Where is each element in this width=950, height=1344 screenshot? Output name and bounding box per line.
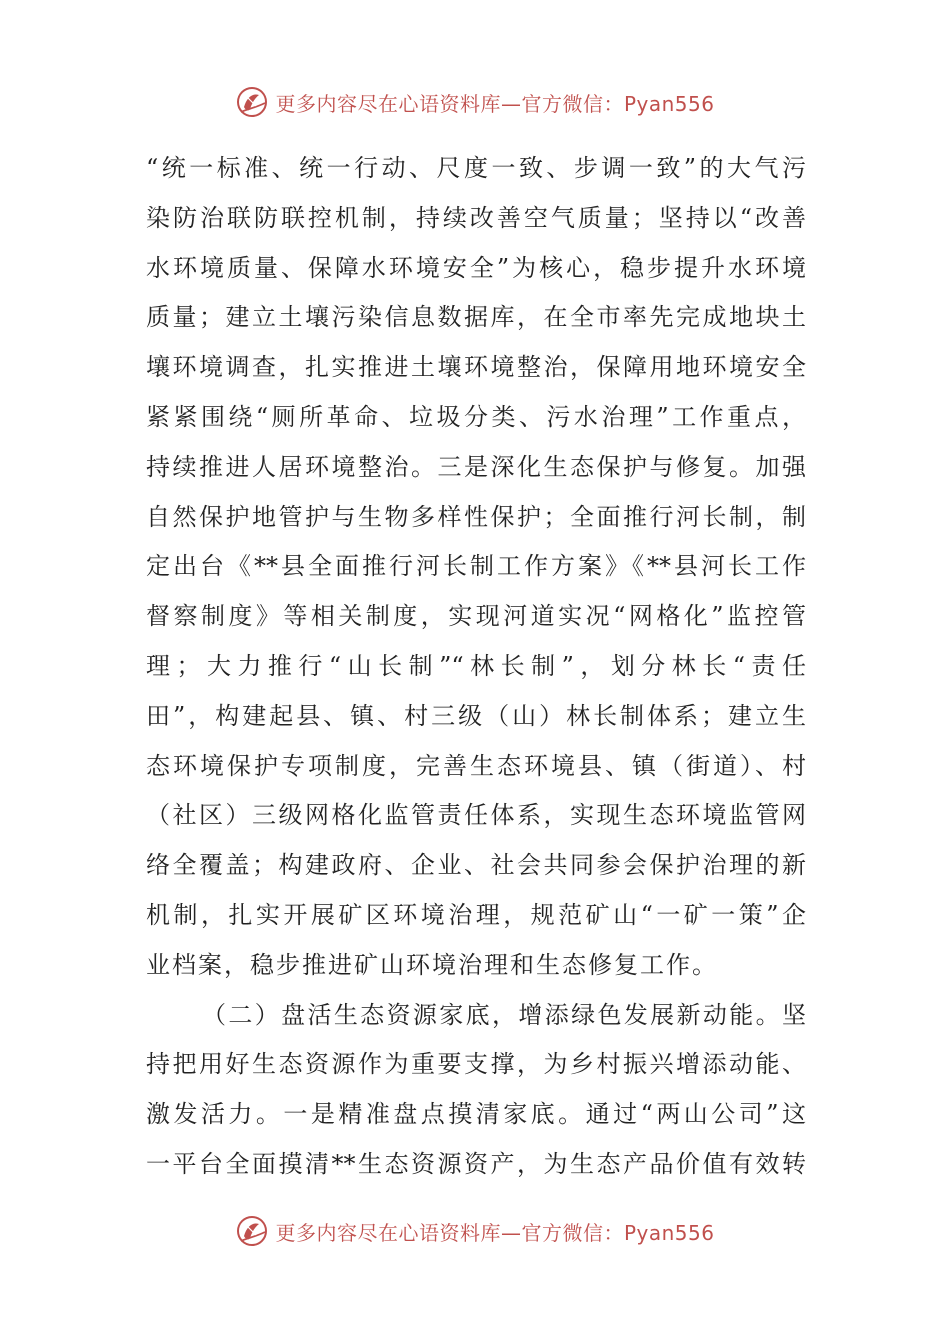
- text-line: 理；大力推行“山长制”“林长制”，划分林长“责任: [146, 651, 806, 680]
- text-line: 机制，扎实开展矿区环境治理，规范矿山“一矿一策”企: [146, 900, 806, 929]
- watermark-text: 更多内容尽在心语资料库—官方微信：Pyan556: [275, 91, 715, 116]
- text-line: 督察制度》等相关制度，实现河道实况“网格化”监控管: [146, 602, 806, 631]
- text-line: 态环境保护专项制度，完善生态环境县、镇（街道）、村: [146, 751, 806, 780]
- text-line: 持把用好生态资源作为重要支撑，为乡村振兴增添动能、: [146, 1050, 806, 1079]
- text-line: “统一标准、统一行动、尺度一致、步调一致”的大气污: [146, 154, 806, 182]
- text-line: 田”，构建起县、镇、村三级（山）林长制体系；建立生: [146, 701, 806, 730]
- text-line: 一平台全面摸清**生态资源资产，为生态产品价值有效转: [146, 1149, 806, 1178]
- text-line: 业档案，稳步推进矿山环境治理和生态修复工作。: [146, 950, 718, 979]
- watermark-text: 更多内容尽在心语资料库—官方微信：Pyan556: [275, 1220, 715, 1245]
- text-line: 定出台《**县全面推行河长制工作方案》《**县河长工作: [146, 552, 806, 581]
- signature-logo-icon: [235, 1214, 269, 1248]
- text-line: 激发活力。一是精准盘点摸清家底。通过“两山公司”这: [146, 1100, 806, 1129]
- text-line: 自然保护地管护与生物多样性保护；全面推行河长制，制: [146, 502, 806, 531]
- document-body: [146, 144, 806, 1190]
- text-line: 质量；建立土壤污染信息数据库，在全市率先完成地块土: [146, 303, 806, 332]
- text-line: 紧紧围绕“厕所革命、垃圾分类、污水治理”工作重点，: [146, 402, 806, 431]
- signature-logo-icon: [235, 85, 269, 119]
- text-line: 水环境质量、保障水环境安全”为核心，稳步提升水环境: [146, 253, 806, 282]
- text-line: 持续推进人居环境整治。三是深化生态保护与修复。加强: [146, 452, 806, 481]
- footer-watermark: [0, 1211, 950, 1251]
- text-line: 壤环境调查，扎实推进土壤环境整治，保障用地环境安全: [146, 353, 806, 382]
- header-watermark: [0, 82, 950, 122]
- text-line: （社区）三级网格化监管责任体系，实现生态环境监管网: [146, 801, 806, 830]
- text-line: 染防治联防联控机制，持续改善空气质量；坚持以“改善: [146, 203, 806, 232]
- text-line: 络全覆盖；构建政府、企业、社会共同参会保护治理的新: [146, 851, 806, 880]
- section-heading-line: （二）盘活生态资源家底，增添绿色发展新动能。坚: [202, 1000, 806, 1029]
